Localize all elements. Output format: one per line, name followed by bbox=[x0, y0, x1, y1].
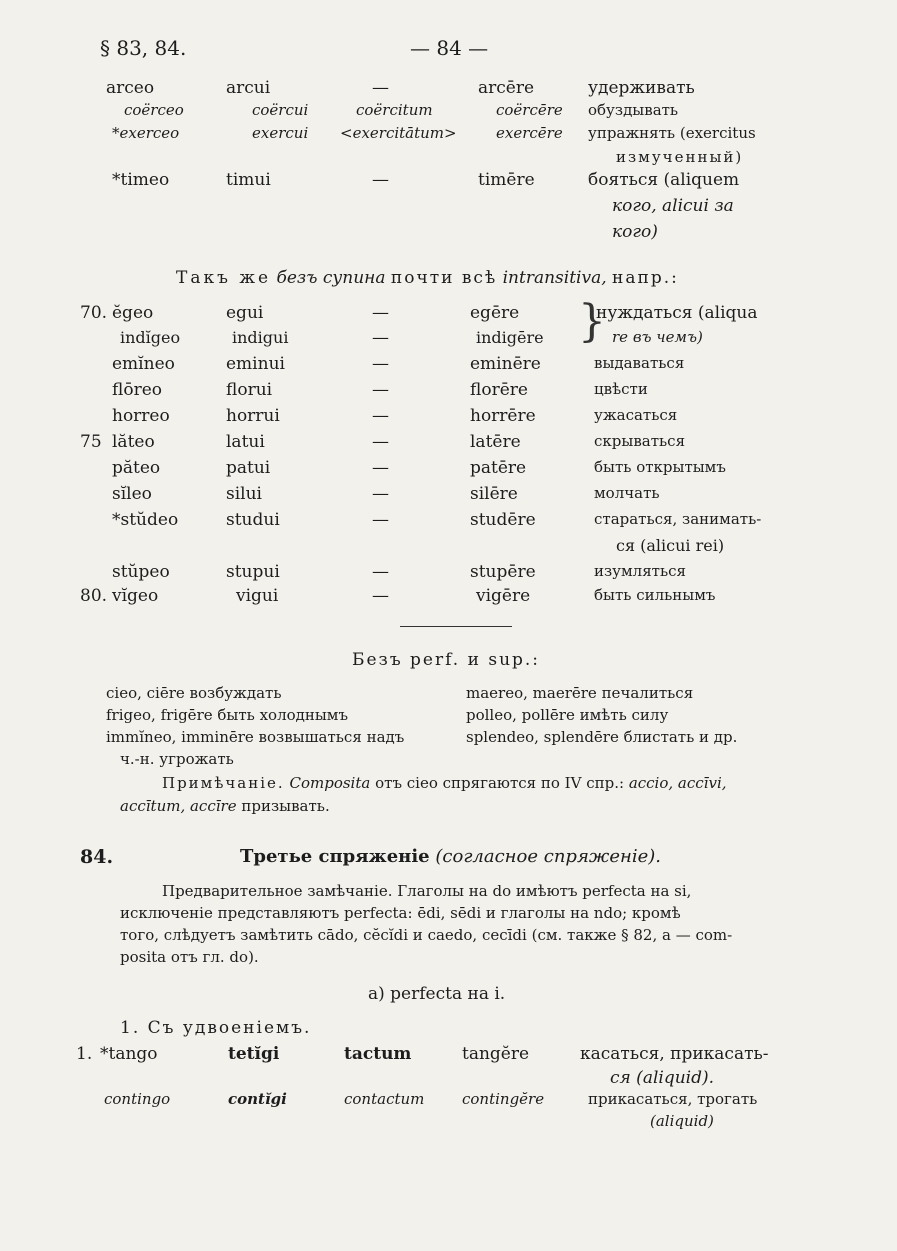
supine-form: contactum bbox=[344, 1090, 425, 1108]
present-form: contingo bbox=[104, 1090, 171, 1108]
infinitive-form: egēre bbox=[470, 303, 520, 323]
perfect-form: horrui bbox=[226, 406, 280, 426]
no-perfect-item: splendeo, splendēre блистать и др. bbox=[466, 728, 738, 746]
brace: } bbox=[578, 296, 606, 347]
infinitive-form: studēre bbox=[470, 510, 536, 530]
perfect-form: studui bbox=[226, 510, 280, 530]
no-perfect-item: ч.-н. угрожать bbox=[120, 750, 234, 768]
supine-form: — bbox=[372, 170, 389, 190]
perfect-form: indigui bbox=[232, 328, 289, 347]
verb-row bbox=[0, 458, 897, 484]
section-subtitle: (согласное спряженіе). bbox=[435, 846, 661, 867]
row-number: 1. bbox=[76, 1044, 93, 1064]
meaning-continued: ся (aliquid). bbox=[610, 1068, 715, 1088]
infinitive-form: exercēre bbox=[496, 124, 563, 142]
note-forms: accītum, accīre bbox=[120, 797, 237, 815]
verb-row bbox=[0, 406, 897, 432]
verb-row bbox=[0, 432, 897, 458]
intro-prefix: Такъ же bbox=[176, 268, 272, 288]
prelim-line: исключеніе представляютъ perfecta: ēdi, sēdi и глаголы на ndo; кромѣ bbox=[120, 904, 681, 922]
verb-row bbox=[0, 586, 897, 612]
row-number: 75 bbox=[80, 432, 102, 452]
supine-form: — bbox=[372, 354, 389, 374]
intro-italic: безъ супина bbox=[276, 268, 386, 288]
infinitive-form: silēre bbox=[470, 484, 518, 504]
prelim-line: posita отъ гл. do). bbox=[120, 948, 259, 966]
no-perfect-item: maereo, maerēre печалиться bbox=[466, 684, 694, 702]
note-line bbox=[120, 797, 330, 815]
supine-form: — bbox=[372, 303, 389, 323]
page-number: — 84 — bbox=[410, 36, 489, 60]
infinitive-form: eminēre bbox=[470, 354, 541, 374]
perfect-form: eminui bbox=[226, 354, 285, 374]
verb-row bbox=[0, 1090, 897, 1116]
meaning-continued: измученный) bbox=[616, 148, 744, 166]
meaning: быть сильнымъ bbox=[594, 586, 716, 604]
present-form: *tango bbox=[100, 1044, 158, 1064]
note-label: Примѣчаніе. bbox=[162, 774, 285, 792]
infinitive-form: contingĕre bbox=[462, 1090, 545, 1108]
infinitive-form: indigēre bbox=[476, 328, 544, 347]
note-italic: Composita bbox=[289, 774, 371, 792]
meaning: скрываться bbox=[594, 432, 686, 450]
supine-form: <exercitātum> bbox=[340, 124, 457, 142]
present-form: sĭleo bbox=[112, 484, 152, 504]
supine-form: coërcitum bbox=[356, 101, 433, 119]
supine-form: — bbox=[372, 328, 389, 348]
present-form: *stŭdeo bbox=[112, 510, 179, 530]
supine-form: — bbox=[372, 380, 389, 400]
verb-row bbox=[0, 562, 897, 588]
intro-suffix: напр.: bbox=[612, 268, 679, 288]
meaning: ужасаться bbox=[594, 406, 678, 424]
present-form: *exerceo bbox=[112, 124, 180, 142]
row-number: 80. bbox=[80, 586, 108, 606]
intro-italic: intransitiva, bbox=[502, 268, 607, 288]
meaning-continued: ся (alicui rei) bbox=[616, 536, 725, 555]
no-perfect-title: Безъ perf. и sup.: bbox=[352, 650, 541, 670]
prelim-line: того, слѣдуетъ замѣтить cādo, cĕcĭdi и caedo, cecīdi (см. также § 82, а — com- bbox=[120, 926, 733, 944]
perfect-form: egui bbox=[226, 303, 264, 323]
no-perfect-item: cieo, ciēre возбуждать bbox=[106, 684, 282, 702]
meaning: удерживать bbox=[588, 78, 695, 98]
verb-row bbox=[0, 170, 897, 196]
verb-row bbox=[0, 124, 897, 150]
infinitive-form: vigēre bbox=[476, 586, 531, 606]
present-form: horreo bbox=[112, 406, 170, 426]
infinitive-form: stupēre bbox=[470, 562, 536, 582]
verb-row bbox=[0, 380, 897, 406]
infinitive-form: latēre bbox=[470, 432, 521, 452]
meaning: изумляться bbox=[594, 562, 686, 580]
infinitive-form: patēre bbox=[470, 458, 527, 478]
supine-form: — bbox=[372, 458, 389, 478]
present-form: păteo bbox=[112, 458, 161, 478]
row-number: 70. bbox=[80, 303, 108, 323]
present-form: ĕgeo bbox=[112, 303, 154, 323]
supine-form: — bbox=[372, 510, 389, 530]
perfect-form: arcui bbox=[226, 78, 271, 98]
infinitive-form: arcēre bbox=[478, 78, 535, 98]
meaning: выдаваться bbox=[594, 354, 685, 372]
supine-form: — bbox=[372, 484, 389, 504]
meaning: молчать bbox=[594, 484, 660, 502]
meaning-continued: кого, alicui за bbox=[612, 196, 734, 216]
meaning: цвѣсти bbox=[594, 380, 648, 398]
verb-row bbox=[0, 303, 897, 329]
supine-form: tactum bbox=[344, 1044, 412, 1064]
verb-row bbox=[0, 1044, 897, 1070]
meaning: касаться, прикасать- bbox=[580, 1044, 769, 1064]
no-perfect-item: immĭneo, imminēre возвышаться надъ bbox=[106, 728, 405, 746]
meaning: быть открытымъ bbox=[594, 458, 726, 476]
perfect-form: exercui bbox=[252, 124, 309, 142]
present-form: coërceo bbox=[124, 101, 184, 119]
infinitive-form: horrēre bbox=[470, 406, 536, 426]
perfect-form: vigui bbox=[236, 586, 279, 606]
meaning: стараться, занимать- bbox=[594, 510, 762, 528]
meaning-continued: кого) bbox=[612, 222, 658, 242]
section-title: Третье спряженіе bbox=[240, 846, 430, 867]
supine-form: — bbox=[372, 562, 389, 582]
meaning: нуждаться (aliqua bbox=[596, 303, 758, 323]
meaning-continued: (aliquid) bbox=[650, 1112, 714, 1130]
divider bbox=[400, 626, 512, 627]
subsection-a: a) perfecta на i. bbox=[368, 984, 506, 1004]
supine-form: — bbox=[372, 406, 389, 426]
note-forms: accio, accīvi, bbox=[628, 774, 727, 792]
prelim-line: Предварительное замѣчаніе. Глаголы на do имѣютъ perfecta на si, bbox=[162, 882, 692, 900]
perfect-form: coërcui bbox=[252, 101, 309, 119]
perfect-form: silui bbox=[226, 484, 262, 504]
present-form: arceo bbox=[106, 78, 155, 98]
present-form: *timeo bbox=[112, 170, 170, 190]
infinitive-form: coërcēre bbox=[496, 101, 563, 119]
subsection-1: 1. Съ удвоеніемъ. bbox=[120, 1018, 312, 1038]
infinitive-form: timēre bbox=[478, 170, 535, 190]
no-perfect-item: frigeo, frigēre быть холоднымъ bbox=[106, 706, 349, 724]
meaning: бояться (aliquem bbox=[588, 170, 740, 190]
perfect-form: contĭgi bbox=[228, 1090, 287, 1108]
verb-row bbox=[0, 484, 897, 510]
section-number: 84. bbox=[80, 846, 114, 868]
present-form: vĭgeo bbox=[112, 586, 159, 606]
section-reference: § 83, 84. bbox=[100, 36, 187, 60]
note-text: отъ cieo спрягаются по IV спр.: bbox=[375, 774, 625, 792]
present-form: stŭpeo bbox=[112, 562, 170, 582]
infinitive-form: tangĕre bbox=[462, 1044, 530, 1064]
supine-form: — bbox=[372, 78, 389, 98]
present-form: indĭgeo bbox=[120, 328, 181, 347]
note-text: призывать. bbox=[241, 797, 330, 815]
perfect-form: patui bbox=[226, 458, 271, 478]
section-title-line bbox=[240, 846, 661, 867]
verb-row bbox=[0, 354, 897, 380]
meaning: упражнять (exercitus bbox=[588, 124, 756, 142]
note-line bbox=[162, 774, 727, 792]
verb-row bbox=[0, 328, 897, 354]
meaning: прикасаться, трогать bbox=[588, 1090, 758, 1108]
perfect-form: florui bbox=[226, 380, 273, 400]
present-form: emĭneo bbox=[112, 354, 175, 374]
perfect-form: tetĭgi bbox=[228, 1044, 280, 1064]
present-form: lăteo bbox=[112, 432, 155, 452]
perfect-form: timui bbox=[226, 170, 271, 190]
supine-form: — bbox=[372, 586, 389, 606]
meaning: обуздывать bbox=[588, 101, 679, 119]
infinitive-form: florēre bbox=[470, 380, 528, 400]
intransitive-intro bbox=[176, 268, 679, 288]
supine-form: — bbox=[372, 432, 389, 452]
perfect-form: stupui bbox=[226, 562, 280, 582]
no-perfect-item: polleo, pollēre имѣть силу bbox=[466, 706, 669, 724]
perfect-form: latui bbox=[226, 432, 265, 452]
meaning: re въ чемъ) bbox=[612, 328, 703, 346]
verb-row bbox=[0, 510, 897, 536]
intro-middle: почти всѣ bbox=[390, 268, 498, 288]
present-form: flōreo bbox=[112, 380, 162, 400]
